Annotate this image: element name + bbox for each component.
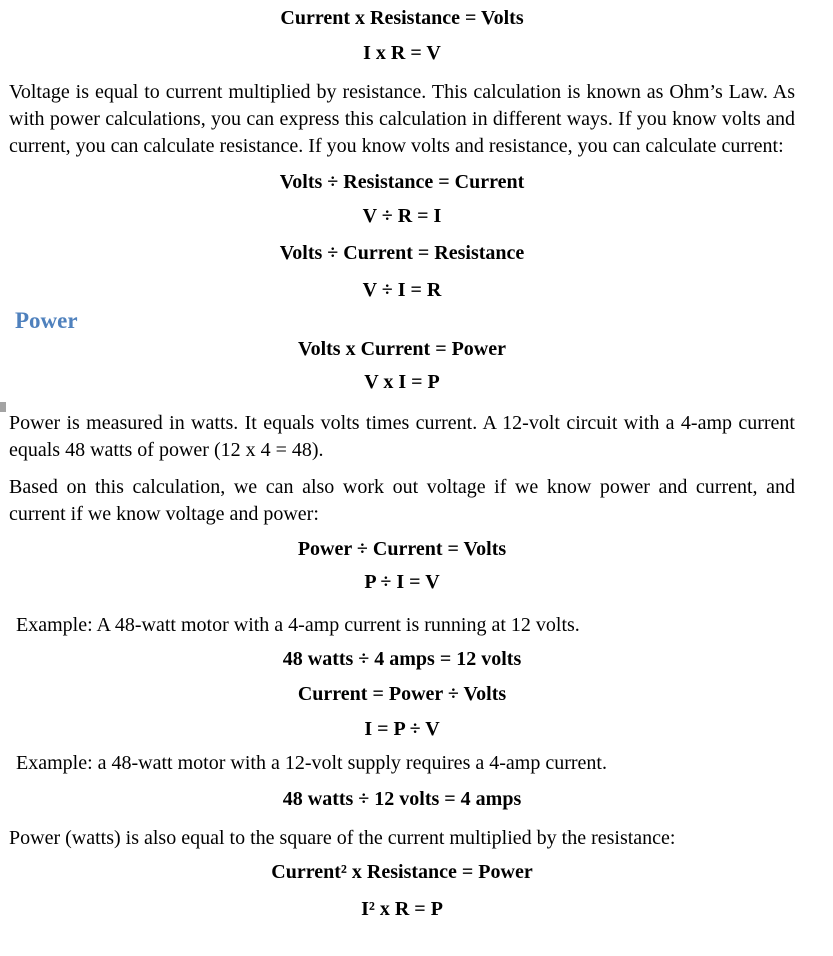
formula-current-eq-power-div-volts: Current = Power ÷ Volts (297, 683, 507, 705)
formula-pdi-v: P ÷ I = V (364, 571, 440, 593)
formula-power-div-current: Power ÷ Current = Volts (297, 538, 507, 560)
formula-volts-x-current: Volts x Current = Power (297, 338, 507, 360)
formula-48-div-12: 48 watts ÷ 12 volts = 4 amps (282, 788, 522, 810)
formula-i-eq-pdv: I = P ÷ V (364, 718, 440, 740)
paragraph-power-square: Power (watts) is also equal to the square of the current multiplied by the resistance: (9, 827, 676, 849)
section-heading-power: Power (15, 308, 78, 333)
formula-volts-div-current: Volts ÷ Current = Resistance (279, 242, 525, 264)
formula-current-x-resistance: Current x Resistance = Volts (280, 7, 524, 29)
formula-volts-div-resistance: Volts ÷ Resistance = Current (279, 171, 525, 193)
paragraph-power-watts: Power is measured in watts. It equals volts times current. A 12-volt circuit with a 4-amp current equals 48 watts of power (12 x 4 = 48). (9, 412, 795, 461)
paragraph-ohms-law: Voltage is equal to current multiplied by resistance. This calculation is known as Ohm’s Law. As with power calculations, you can express this calculation in different ways. If you know volts and current, you can calculate resistance. If you know volts and resistance, you can calculate current: (9, 81, 795, 157)
formula-vxi-p: V x I = P (364, 371, 440, 393)
formula-ixr-v: I x R = V (363, 42, 441, 64)
paragraph-based-on-calc: Based on this calculation, we can also work out voltage if we know power and current, and current if we know voltage and power: (9, 476, 795, 525)
left-edge-artifact (0, 402, 6, 412)
formula-isq-x-r: I² x R = P (361, 898, 443, 920)
formula-current-sq-x-resistance: Current² x Resistance = Power (271, 861, 533, 883)
example-48watt-12volt: Example: a 48-watt motor with a 12-volt supply requires a 4-amp current. (16, 752, 607, 774)
formula-vdi-r: V ÷ I = R (362, 279, 442, 301)
formula-vdr-i: V ÷ R = I (362, 205, 442, 227)
formula-48-div-4: 48 watts ÷ 4 amps = 12 volts (282, 648, 522, 670)
example-48watt-4amp: Example: A 48-watt motor with a 4-amp current is running at 12 volts. (16, 614, 580, 636)
